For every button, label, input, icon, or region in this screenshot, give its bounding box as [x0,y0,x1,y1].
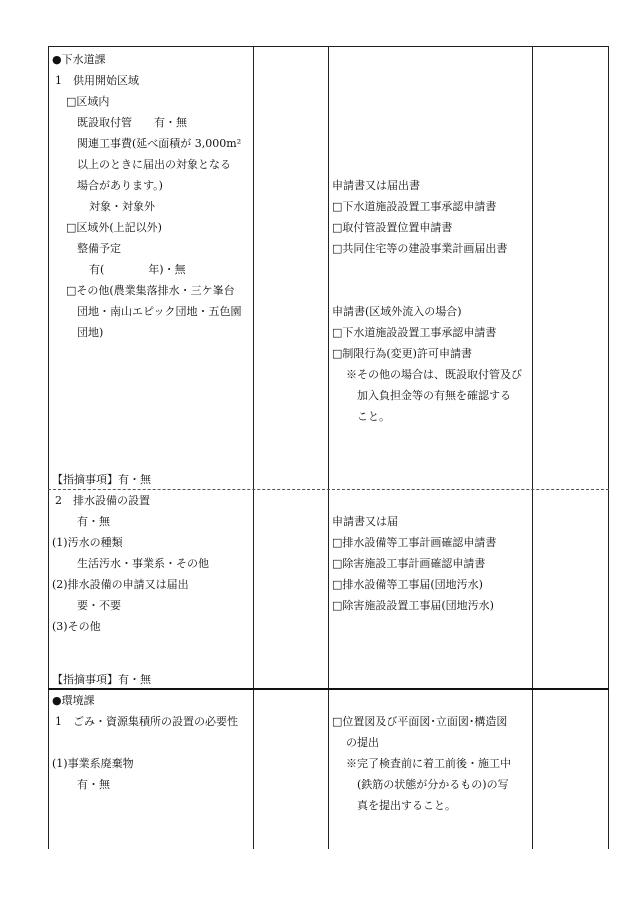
sub3: (3)その他 [52,620,101,633]
right1-title: 申請書又は届出書 [332,179,420,192]
right1-n3: こと。 [357,410,390,423]
out-area: □区域外(上記以外) [66,221,162,234]
sub1: (1)汚水の種類 [52,536,123,549]
right1-r3: □共同住宅等の建設事業計画届出書 [332,242,508,255]
right1-r4: □下水道施設設置工事承認申請書 [332,326,497,339]
env-sub1-value: 有・無 [77,778,110,791]
right2-r3: □排水設備等工事届(団地汚水) [332,578,483,591]
col-border-3 [328,46,329,849]
related-1: 関連工事費(延べ面積が 3,000m² [77,137,242,150]
note1: 【指摘事項】有・無 [52,473,151,486]
other-3: 団地) [77,326,104,339]
right1-r5: □制限行為(変更)許可申請書 [332,347,472,360]
col-border-right [608,46,609,849]
note2: 【指摘事項】有・無 [52,673,151,686]
in-area: □区域内 [66,95,110,108]
plan-yes: 有( 年)・無 [89,263,186,276]
right2-r1: □排水設備等工事計画確認申請書 [332,536,497,549]
env-right-r1: □位置図及び平面図･立面図･構造図 [332,715,508,728]
right1-n1: ※その他の場合は、既設取付管及び [346,368,522,381]
right2-r4: □除害施設設置工事届(団地汚水) [332,599,494,612]
related-3: 場合があります。) [77,179,163,192]
env-right-r2: の提出 [346,736,379,749]
target: 対象・対象外 [89,200,155,213]
col-border-left [48,46,49,849]
env-right-n2: (鉄筋の状態が分かるもの)の写 [357,778,509,791]
item2-yes: 有・無 [77,515,110,528]
env-sub1: (1)事業系廃棄物 [52,757,134,770]
right1-n2: 加入負担金等の有無を確認する [357,389,511,402]
env-item1: 1 ごみ・資源集積所の設置の必要性 [55,715,238,728]
sewer-heading: ●下水道課 [52,53,106,66]
right1-r2: □取付管設置位置申請書 [332,221,453,234]
env-right-n3: 真を提出すること。 [357,799,456,812]
sub2-value: 要・不要 [77,599,121,612]
other-2: 団地・南山エピック団地・五色園 [77,305,242,318]
item2-title: 2 排水設備の設置 [55,494,150,507]
related-2: 以上のときに届出の対象となる [77,158,231,171]
right2-r2: □除害施設工事計画確認申請書 [332,557,486,570]
plan: 整備予定 [77,242,121,255]
sub2: (2)排水設備の申請又は届出 [52,578,189,591]
right1-title2: 申請書(区域外流入の場合) [332,305,462,318]
other-1: □その他(農業集落排水・三ケ峯台 [66,284,235,297]
sub1-value: 生活汚水・事業系・その他 [77,557,209,570]
col-border-4 [532,46,533,849]
item1-title: 1 供用開始区域 [55,74,139,87]
col-border-2 [253,46,254,849]
right2-title: 申請書又は届 [332,515,398,528]
right1-r1: □下水道施設設置工事承認申請書 [332,200,497,213]
env-heading: ●環境課 [52,694,95,707]
env-right-n1: ※完了検査前に着工前後・施工中 [346,757,511,770]
connection: 既設取付管 有・無 [77,116,187,129]
